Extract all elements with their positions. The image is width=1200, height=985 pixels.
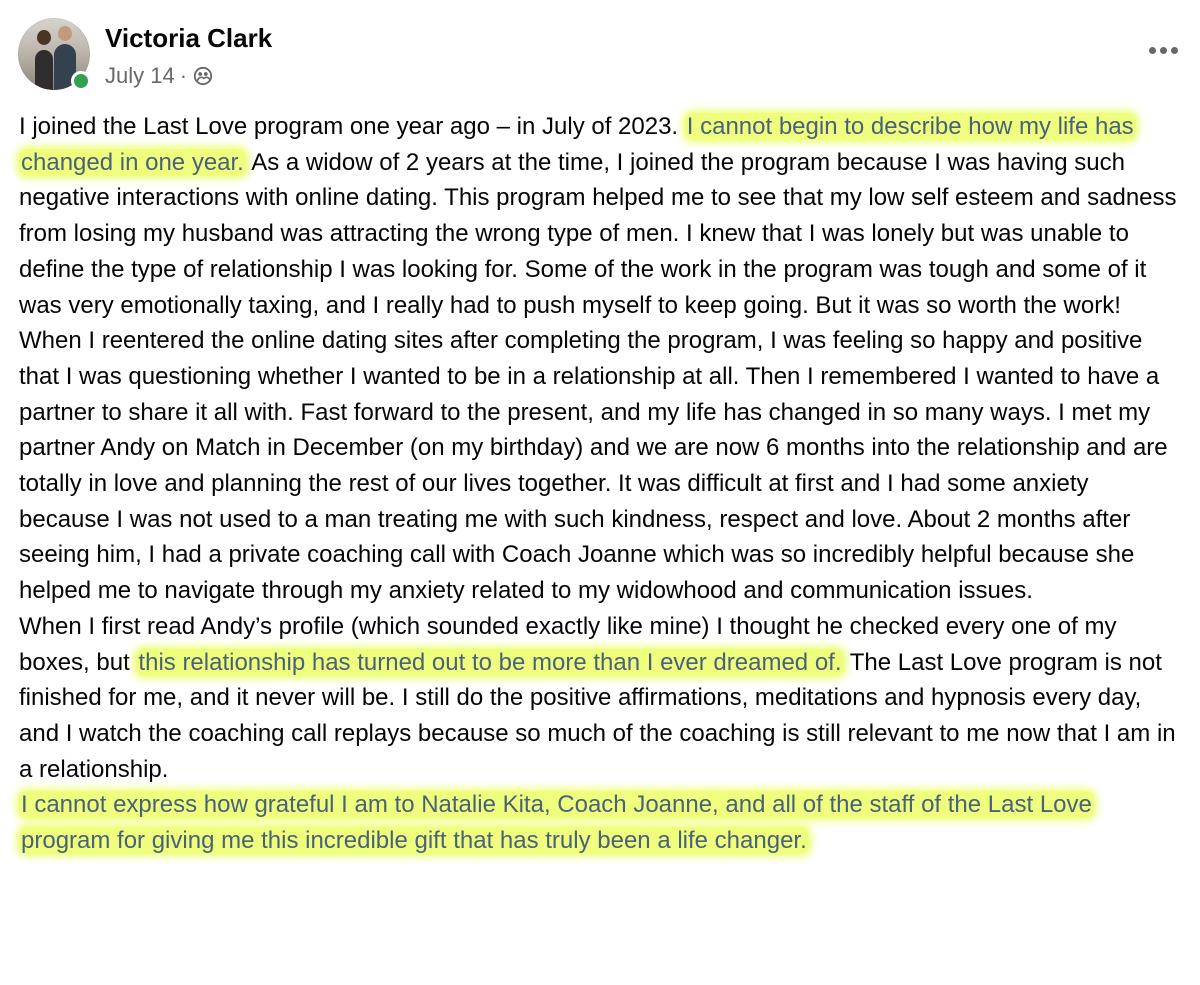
paragraph-3 <box>19 609 1184 788</box>
post-body <box>19 109 1184 859</box>
more-options-button[interactable] <box>1138 38 1188 62</box>
author-name[interactable]: Victoria Clark <box>105 23 273 53</box>
paragraph-1 <box>19 109 1184 323</box>
avatar-head-2 <box>58 26 72 41</box>
highlighted-text-1: I cannot begin to describe how my life has changed in one year. <box>21 113 1134 176</box>
paragraph-2 <box>19 323 1184 609</box>
highlighted-text-3: I cannot express how grateful I am to Natalie Kita, Coach Joanne, and all of the staff of the Last Love program for giving me this incredible gift that has truly been a life changer. <box>21 791 1092 855</box>
online-status-dot <box>71 71 91 91</box>
friends-icon[interactable] <box>192 65 214 87</box>
more-dot-2 <box>1160 47 1167 54</box>
paragraph-3-text-b: The Last Love program is not finished for me, and it never will be. I still do the positive affirmations, meditations and hypnosis every day, and I watch the coaching call replays because so much of the coaching is still relevant to me now that I am in a relationship. <box>19 648 1176 783</box>
meta-separator: · <box>179 63 188 88</box>
paragraph-2-text: When I reentered the online dating sites after completing the program, I was feeling so happy and positive that I was questioning whether I wanted to be in a relationship at all. Then I remembered I wanted to have a partner to share it all with. Fast forward to the present, and my life has changed in so many ways. I met my partner Andy on Match in December (on my birthday) and we are now 6 months into the relationship and are totally in love and planning the rest of our lives together. It was difficult at first and I had some anxiety because I was not used to a man treating me with such kindness, respect and love. About 2 months after seeing him, I had a private coaching call with Coach Joanne which was so incredibly helpful because she helped me to navigate through my anxiety related to my widowhood and communication issues. <box>19 327 1168 605</box>
post-header <box>18 18 1188 94</box>
paragraph-3-text-a: When I first read Andy’s profile (which sounded exactly like mine) I thought he checked every one of my boxes, but <box>19 612 1117 676</box>
paragraph-4 <box>19 787 1184 858</box>
paragraph-1-text-a: I joined the Last Love program one year ago – in July of 2023. <box>19 113 685 140</box>
more-dot-1 <box>1149 47 1156 54</box>
avatar-person-1 <box>35 50 53 90</box>
more-dot-3 <box>1171 47 1178 54</box>
highlighted-text-2: this relationship has turned out to be more than I ever dreamed of. <box>138 648 842 676</box>
paragraph-1-text-b: As a widow of 2 years at the time, I joined the program because I was having such negative interactions with online dating. This program helped me to see that my low self esteem and sadness from losing my husband was attracting the wrong type of men. I knew that I was lonely but was unable to define the type of relationship I was looking for. Some of the work in the program was tough and some of it was very emotionally taxing, and I really had to push myself to keep going. But it was so worth the work! <box>19 148 1177 319</box>
avatar-head-1 <box>37 30 51 45</box>
post-meta <box>105 61 214 91</box>
post-date[interactable]: July 14 <box>105 63 175 88</box>
